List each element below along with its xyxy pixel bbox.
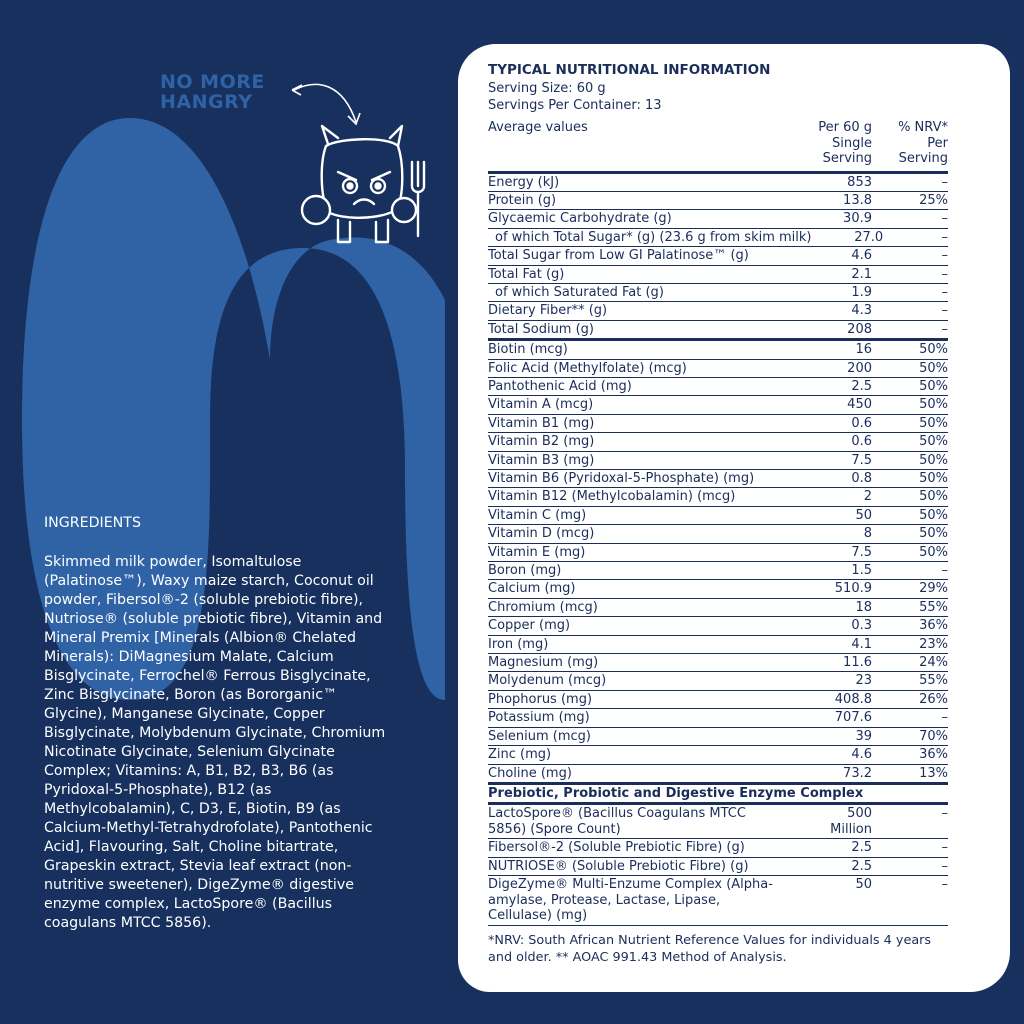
row-value: 0.6 <box>851 415 872 431</box>
table-row <box>488 785 948 805</box>
row-nrv: – <box>941 266 948 282</box>
row-label: Selenium (mcg) <box>488 728 591 744</box>
table-footnote: *NRV: South African Nutrient Reference Values for individuals 4 years and older. ** AOAC 991.43 Method of Analysis. <box>488 932 932 965</box>
table-row <box>488 599 948 617</box>
table-row <box>488 192 948 210</box>
servings-per-container: Servings Per Container: 13 <box>488 98 662 113</box>
table-row <box>488 525 948 543</box>
row-label: LactoSpore® (Bacillus Coagulans MTCC 5856) (Spore Count) <box>488 806 746 837</box>
row-nrv: 50% <box>919 434 948 450</box>
table-row <box>488 636 948 654</box>
row-value: 8 <box>863 526 872 542</box>
table-row <box>488 302 948 320</box>
row-label: Vitamin E (mg) <box>488 544 586 560</box>
row-label: Biotin (mcg) <box>488 342 568 358</box>
row-nrv: – <box>941 563 948 579</box>
table-row <box>488 229 948 247</box>
row-value: 0.3 <box>851 618 872 634</box>
row-label: Chromium (mcg) <box>488 599 598 615</box>
table-row <box>488 360 948 378</box>
table-header <box>488 120 948 174</box>
table-row <box>488 876 948 926</box>
row-value: 1.5 <box>851 563 872 579</box>
row-label: Choline (mg) <box>488 765 572 781</box>
table-row <box>488 433 948 451</box>
row-label: Phophorus (mg) <box>488 691 593 707</box>
table-row <box>488 378 948 396</box>
row-label: Glycaemic Carbohydrate (g) <box>488 211 672 227</box>
row-value: 4.1 <box>851 636 872 652</box>
table-row <box>488 266 948 284</box>
row-nrv: 55% <box>919 599 948 615</box>
row-value: 4.6 <box>851 747 872 763</box>
row-nrv: – <box>941 840 948 856</box>
row-nrv: 55% <box>919 673 948 689</box>
row-value: 0.6 <box>851 434 872 450</box>
row-nrv: 50% <box>919 360 948 376</box>
row-value: 2.5 <box>851 378 872 394</box>
table-row <box>488 654 948 672</box>
row-label: Vitamin B3 (mg) <box>488 452 595 468</box>
ingredients-text: Skimmed milk powder, Isomaltulose (Palatinose™), Waxy maize starch, Coconut oil powder, Fibersol®-2 (soluble prebiotic fibre), Nutriose® (soluble prebiotic fibre), Vitamin and Mineral Premix [Minerals (Albion® Chelated Minerals): DiMagnesium Malate, Calcium Bisglycinate, Ferrochel® Ferrous Bisglycinate, Zinc Bisglycinate, Boron (as Bororganic™ Glycine), Manganese Glycinate, Copper Bisglycinate, Molybdenum Glycinate, Chromium Nicotinate Glycinate, Selenium Glycinate Complex; Vitamins: A, B1, B2, B3, B6 (as Pyridoxal-5-Phosphate), B12 (as Methylcobalamin), C, D3, E, Biotin, B9 (as Calcium-Methyl-Tetrahydrofolate), Pantothenic Acid], Flavouring, Salt, Choline bitartrate, Grapeskin extract, Stevia leaf extract (non-nutritive sweetener), DigeZyme® digestive enzyme complex, LactoSpore® (Bacillus coagulans MTCC 5856). <box>44 554 386 931</box>
table-row <box>488 672 948 690</box>
row-label: Total Sugar from Low GI Palatinose™ (g) <box>488 248 749 264</box>
row-nrv: 50% <box>919 415 948 431</box>
row-value: 7.5 <box>851 544 872 560</box>
row-label: Vitamin B6 (Pyridoxal-5-Phosphate) (mg) <box>488 471 755 486</box>
row-nrv: 13% <box>919 765 948 781</box>
row-value: 2.5 <box>851 840 872 856</box>
row-label: Energy (kJ) <box>488 174 560 190</box>
row-value: 11.6 <box>843 655 872 671</box>
row-value: 27.0 <box>854 229 884 245</box>
row-label: of which Saturated Fat (g) <box>495 284 664 300</box>
table-row <box>488 321 948 341</box>
table-row <box>488 507 948 525</box>
table-row <box>488 396 948 414</box>
row-value: 50 <box>855 507 872 523</box>
row-value: 7.5 <box>851 452 872 468</box>
row-value: 16 <box>855 342 872 358</box>
tagline-line-2: HANGRY <box>160 91 253 113</box>
row-label: Vitamin B2 (mg) <box>488 434 595 450</box>
row-label: Fibersol®-2 (Soluble Prebiotic Fibre) (g) <box>488 840 745 856</box>
row-nrv: – <box>941 806 948 822</box>
table-body <box>488 174 948 926</box>
table-row <box>488 617 948 635</box>
row-label: Folic Acid (Methylfolate) (mcg) <box>488 360 687 376</box>
row-nrv: – <box>941 858 948 874</box>
row-label: Zinc (mg) <box>488 747 552 763</box>
row-nrv: 26% <box>919 691 948 707</box>
row-nrv: – <box>941 174 948 190</box>
row-label: Protein (g) <box>488 192 557 208</box>
row-nrv: 29% <box>919 581 948 597</box>
table-row <box>488 470 948 488</box>
row-value: 50 <box>855 877 872 893</box>
row-label: Total Fat (g) <box>488 266 565 282</box>
row-nrv: 50% <box>919 452 948 468</box>
nutrition-title: TYPICAL NUTRITIONAL INFORMATION <box>488 62 771 78</box>
row-label: Vitamin D (mcg) <box>488 526 595 542</box>
row-value: 707.6 <box>834 710 872 726</box>
row-nrv: 50% <box>919 489 948 505</box>
row-nrv: 36% <box>919 618 948 634</box>
row-nrv: – <box>941 284 948 300</box>
row-label: Molydenum (mcg) <box>488 673 607 689</box>
header-average-values: Average values <box>488 120 588 135</box>
row-value: 853 <box>847 174 872 190</box>
table-row <box>488 765 948 785</box>
table-row <box>488 728 948 746</box>
row-value: 13.8 <box>843 192 872 208</box>
row-label: Prebiotic, Probiotic and Digestive Enzyme Complex <box>488 785 864 801</box>
row-nrv: 50% <box>919 544 948 560</box>
row-label: Vitamin C (mg) <box>488 507 587 523</box>
row-label: Vitamin A (mcg) <box>488 397 594 413</box>
row-label: of which Total Sugar* (g) (23.6 g from skim milk) <box>495 229 812 245</box>
row-value: 500 Million <box>830 806 872 837</box>
header-per-serving: Per 60 g Single Serving <box>818 120 872 166</box>
table-row <box>488 709 948 727</box>
row-nrv: 50% <box>919 342 948 358</box>
row-nrv: 25% <box>919 192 948 208</box>
row-label: Pantothenic Acid (mg) <box>488 378 632 394</box>
table-row <box>488 858 948 876</box>
tagline <box>160 72 265 112</box>
row-value: 30.9 <box>843 211 872 227</box>
row-nrv: – <box>941 248 948 264</box>
row-label: Boron (mg) <box>488 563 562 579</box>
row-label: Vitamin B12 (Methylcobalamin) (mcg) <box>488 489 736 505</box>
table-row <box>488 691 948 709</box>
row-label: Magnesium (mg) <box>488 655 599 671</box>
tagline-line-1: NO MORE <box>160 71 265 93</box>
row-value: 18 <box>855 599 872 615</box>
row-nrv: 50% <box>919 378 948 394</box>
row-value: 208 <box>847 321 872 337</box>
row-value: 4.6 <box>851 248 872 264</box>
row-nrv: – <box>941 710 948 726</box>
row-label: NUTRIOSE® (Soluble Prebiotic Fibre) (g) <box>488 858 749 874</box>
table-row <box>488 562 948 580</box>
ingredients-heading: INGREDIENTS <box>44 515 141 531</box>
row-value: 23 <box>855 673 872 689</box>
row-nrv: 50% <box>919 397 948 413</box>
header-nrv: % NRV* Per Serving <box>898 120 948 166</box>
row-value: 200 <box>847 360 872 376</box>
table-row <box>488 839 948 857</box>
row-label: Calcium (mg) <box>488 581 576 597</box>
row-nrv: 70% <box>919 728 948 744</box>
table-row <box>488 746 948 764</box>
table-row <box>488 805 948 839</box>
row-nrv: – <box>941 877 948 893</box>
table-row <box>488 341 948 359</box>
row-value: 0.8 <box>851 471 872 486</box>
row-label: Iron (mg) <box>488 636 549 652</box>
row-value: 1.9 <box>851 284 872 300</box>
table-row <box>488 488 948 506</box>
table-row <box>488 284 948 302</box>
row-label: Total Sodium (g) <box>488 321 594 337</box>
angry-mascot-icon <box>298 124 432 246</box>
table-row <box>488 452 948 470</box>
serving-size: Serving Size: 60 g <box>488 81 606 96</box>
row-value: 39 <box>855 728 872 744</box>
row-value: 2.1 <box>851 266 872 282</box>
row-value: 2 <box>863 489 872 505</box>
table-row <box>488 247 948 265</box>
row-label: Vitamin B1 (mg) <box>488 415 595 431</box>
ingredients-section <box>44 514 389 933</box>
row-nrv: 24% <box>919 655 948 671</box>
row-label: DigeZyme® Multi-Enzume Complex (Alpha-amylase, Protease, Lactase, Lipase, Cellulase) (mg) <box>488 877 773 924</box>
row-nrv: – <box>941 211 948 227</box>
row-nrv: 23% <box>919 636 948 652</box>
table-row <box>488 174 948 192</box>
table-row <box>488 210 948 228</box>
table-row <box>488 544 948 562</box>
row-nrv: 36% <box>919 747 948 763</box>
row-nrv: 50% <box>919 526 948 542</box>
row-label: Dietary Fiber** (g) <box>488 303 608 319</box>
row-nrv: 50% <box>919 507 948 523</box>
row-value: 450 <box>847 397 872 413</box>
table-row <box>488 415 948 433</box>
row-nrv: 50% <box>919 471 948 486</box>
row-nrv: – <box>941 303 948 319</box>
row-label: Potassium (mg) <box>488 710 590 726</box>
row-value: 73.2 <box>843 765 872 781</box>
row-value: 2.5 <box>851 858 872 874</box>
row-value: 510.9 <box>834 581 872 597</box>
row-nrv: – <box>941 229 948 245</box>
row-nrv: – <box>941 321 948 337</box>
row-value: 408.8 <box>834 691 872 707</box>
table-row <box>488 580 948 598</box>
row-value: 4.3 <box>851 303 872 319</box>
row-label: Copper (mg) <box>488 618 571 634</box>
nutrition-table <box>488 60 948 966</box>
